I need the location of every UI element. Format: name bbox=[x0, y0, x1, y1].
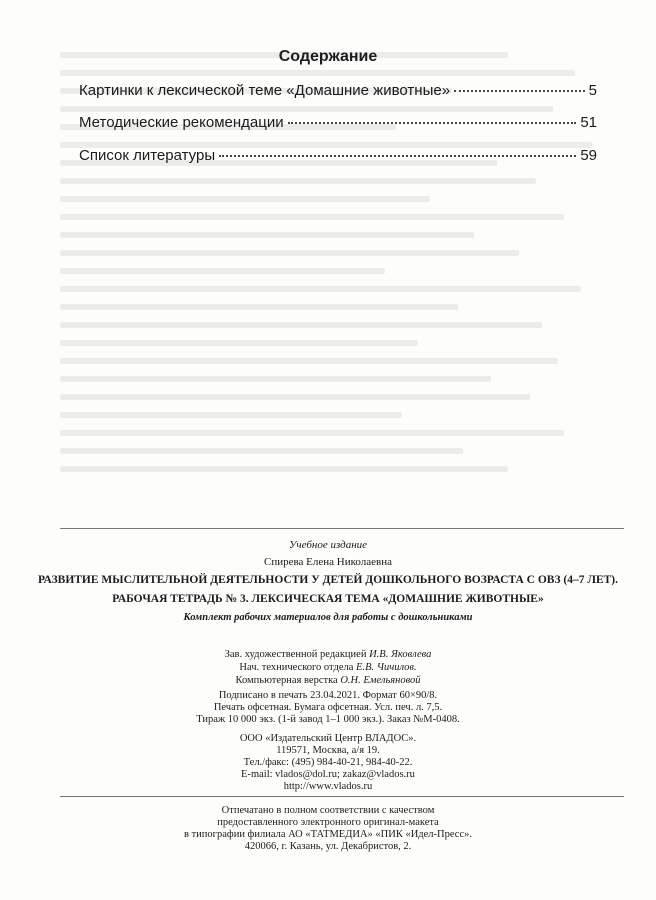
printer-line: Отпечатано в полном соответствии с качеством bbox=[221, 805, 435, 816]
book-title-line1: РАЗВИТИЕ МЫСЛИТЕЛЬНОЙ ДЕЯТЕЛЬНОСТИ У ДЕТЕЙ ДОШКОЛЬНОГО ВОЗРАСТА С ОВЗ (4–7 ЛЕТ). bbox=[38, 574, 618, 586]
toc-entry[interactable] bbox=[79, 147, 597, 164]
toc-entry-label: Картинки к лексической теме «Домашние животные» bbox=[79, 82, 451, 99]
book-subtitle: Комплект рабочих материалов для работы с дошкольниками bbox=[183, 612, 473, 623]
publisher-line: Тел./факс: (495) 984-40-21, 984-40-22. bbox=[243, 757, 413, 768]
staff-role: Компьютерная верстка bbox=[235, 675, 338, 686]
bleed-through-texture bbox=[60, 40, 620, 520]
toc-title: Содержание bbox=[278, 48, 378, 65]
publisher-line: ООО «Издательский Центр ВЛАДОС». bbox=[239, 733, 417, 744]
divider-top bbox=[60, 528, 624, 529]
edition-type: Учебное издание bbox=[288, 539, 368, 551]
toc-leader-dots bbox=[454, 89, 585, 92]
staff-line bbox=[0, 648, 656, 661]
staff-line bbox=[0, 674, 656, 687]
toc-entry-page: 51 bbox=[580, 114, 597, 131]
toc-entry-label: Методические рекомендации bbox=[79, 114, 284, 131]
toc-leader-dots bbox=[219, 154, 576, 157]
staff-name: И.В. Яковлева bbox=[369, 649, 432, 660]
printer-line: 420066, г. Казань, ул. Декабристов, 2. bbox=[244, 841, 412, 852]
author-name: Спирева Елена Николаевна bbox=[264, 556, 392, 568]
toc-entry[interactable] bbox=[79, 82, 597, 99]
printer-line: предоставленного электронного оригинал-макета bbox=[217, 817, 439, 828]
staff-role: Нач. технического отдела bbox=[239, 662, 354, 673]
toc-leader-dots bbox=[288, 121, 577, 124]
staff-name: Е.В. Чичилов. bbox=[356, 662, 417, 673]
toc-entry[interactable] bbox=[79, 114, 597, 131]
staff-line bbox=[0, 661, 656, 674]
publisher-line: 119571, Москва, а/я 19. bbox=[276, 745, 380, 756]
print-info-line: Тираж 10 000 экз. (1-й завод 1–1 000 экз.). Заказ №М-0408. bbox=[196, 714, 460, 725]
toc-entry-page: 59 bbox=[580, 147, 597, 164]
publisher-email[interactable]: E-mail: vlados@dol.ru; zakaz@vlados.ru bbox=[241, 769, 415, 780]
print-info-line: Подписано в печать 23.04.2021. Формат 60×90/8. bbox=[218, 690, 438, 701]
staff-name: О.Н. Емельяновой bbox=[340, 675, 421, 686]
toc-entry-page: 5 bbox=[588, 82, 597, 99]
divider-bottom bbox=[60, 796, 624, 797]
staff-role: Зав. художественной редакцией bbox=[224, 649, 367, 660]
toc-entry-label: Список литературы bbox=[79, 147, 216, 164]
publisher-website[interactable]: http://www.vlados.ru bbox=[283, 781, 373, 792]
book-title-line2: РАБОЧАЯ ТЕТРАДЬ № 3. ЛЕКСИЧЕСКАЯ ТЕМА «ДОМАШНИЕ ЖИВОТНЫЕ» bbox=[112, 593, 544, 605]
print-info-line: Печать офсетная. Бумага офсетная. Усл. печ. л. 7,5. bbox=[213, 702, 443, 713]
printer-line: в типографии филиала АО «ТАТМЕДИА» «ПИК «Идел-Пресс». bbox=[184, 829, 472, 840]
